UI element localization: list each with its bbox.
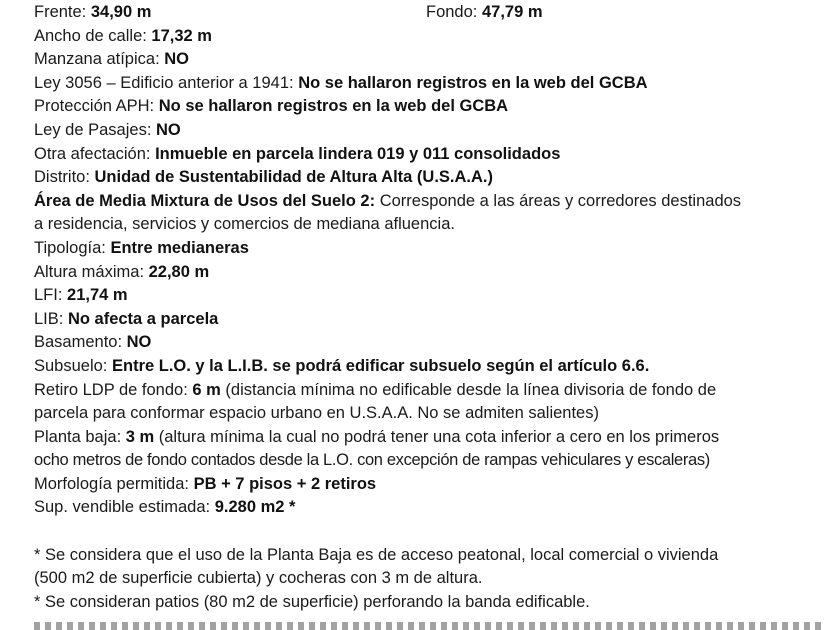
frente-label: Frente: xyxy=(34,3,91,21)
frente-fondo-row xyxy=(34,1,824,25)
note1-text-2: (500 m2 de superficie cubierta) y cocheras con 3 m de altura. xyxy=(34,569,483,588)
property-spec-sheet xyxy=(34,1,824,614)
tipologia-row xyxy=(34,237,824,261)
area-row-2 xyxy=(34,213,824,237)
manzana-value: NO xyxy=(164,50,189,69)
lfi-value: 21,74 m xyxy=(67,286,128,305)
frente-value: 34,90 m xyxy=(90,3,152,21)
lib-row xyxy=(34,308,824,332)
distrito-value: Unidad de Sustentabilidad de Altura Alta (U.S.A.A.) xyxy=(94,168,493,187)
aph-row xyxy=(34,95,824,119)
spacer xyxy=(34,520,824,544)
altura-label: Altura máxima: xyxy=(34,262,149,281)
pasajes-row xyxy=(34,119,824,143)
planta-text-2: ocho metros de fondo contados desde la L.O. con excepción de rampas vehiculares y escaleras) xyxy=(34,451,710,470)
lib-value: No afecta a parcela xyxy=(67,309,219,328)
planta-value: 3 m xyxy=(125,427,155,446)
lib-label: LIB: xyxy=(34,309,68,328)
sup-value: 9.280 m2 * xyxy=(214,498,296,517)
retiro-row-2 xyxy=(34,402,824,426)
area-text-2: a residencia, servicios y comercios de mediana afluencia. xyxy=(34,215,455,234)
basamento-value: NO xyxy=(126,333,152,352)
superficie-row xyxy=(34,496,824,520)
ancho-calle-row xyxy=(34,25,824,49)
retiro-label: Retiro LDP de fondo: xyxy=(34,380,193,399)
note2-text: * Se consideran patios (80 m2 de superficie) perforando la banda edificable. xyxy=(34,592,590,611)
sup-label: Sup. vendible estimada: xyxy=(34,498,215,517)
note1-text-1: * Se considera que el uso de la Planta Baja es de acceso peatonal, local comercial o vivienda xyxy=(34,545,719,564)
distrito-label: Distrito: xyxy=(34,168,95,187)
ley3056-label: Ley 3056 – Edificio anterior a 1941: xyxy=(34,73,299,92)
tipologia-label: Tipología: xyxy=(34,238,111,257)
fondo-label: Fondo: xyxy=(426,3,482,21)
basamento-label: Basamento: xyxy=(34,333,127,352)
morfologia-row xyxy=(34,473,824,497)
manzana-label: Manzana atípica: xyxy=(34,50,165,69)
planta-baja-row-2 xyxy=(34,449,824,473)
fondo-value: 47,79 m xyxy=(481,3,543,21)
retiro-text-2: parcela para conformar espacio urbano en U.S.A.A. No se admiten salientes) xyxy=(34,404,599,423)
lfi-label: LFI: xyxy=(34,286,68,305)
aph-label: Protección APH: xyxy=(34,97,159,116)
area-title: Área de Media Mixtura de Usos del Suelo 2: xyxy=(34,191,376,210)
afectacion-value: Inmueble en parcela lindera 019 y 011 consolidados xyxy=(155,144,561,163)
planta-baja-row-1 xyxy=(34,426,824,450)
planta-label: Planta baja: xyxy=(34,427,126,446)
planta-text-1: (altura mínima la cual no podrá tener una cota inferior a cero en los primeros xyxy=(154,427,720,446)
note1-row-2 xyxy=(34,567,824,591)
retiro-value: 6 m xyxy=(192,380,221,399)
afectacion-row xyxy=(34,143,824,167)
ancho-value: 17,32 m xyxy=(151,26,212,45)
altura-value: 22,80 m xyxy=(148,262,210,281)
area-row-1 xyxy=(34,190,824,214)
morfologia-label: Morfología permitida: xyxy=(34,474,194,493)
frente-item xyxy=(34,3,151,21)
area-text-1: Corresponde a las áreas y corredores destinados xyxy=(375,191,742,210)
subsuelo-value: Entre L.O. y la L.I.B. se podrá edificar subsuelo según el artículo 6.6. xyxy=(111,356,650,375)
pasajes-label: Ley de Pasajes: xyxy=(34,120,156,139)
ley3056-row xyxy=(34,72,824,96)
ancho-label: Ancho de calle: xyxy=(34,26,152,45)
distrito-row xyxy=(34,166,824,190)
basamento-row xyxy=(34,331,824,355)
cut-off-text-line xyxy=(0,622,840,630)
altura-row xyxy=(34,261,824,285)
tipologia-value: Entre medianeras xyxy=(110,238,249,257)
ley3056-value: No se hallaron registros en la web del GCBA xyxy=(298,73,648,92)
morfologia-value: PB + 7 pisos + 2 retiros xyxy=(193,474,377,493)
note2-row xyxy=(34,591,824,615)
subsuelo-label: Subsuelo: xyxy=(34,356,112,375)
afectacion-label: Otra afectación: xyxy=(34,144,156,163)
note1-row-1 xyxy=(34,544,824,568)
truncated-text-fragment xyxy=(34,622,824,630)
lfi-row xyxy=(34,284,824,308)
aph-value: No se hallaron registros en la web del GCBA xyxy=(158,97,509,116)
retiro-text-1: (distancia mínima no edificable desde la línea divisoria de fondo de xyxy=(220,380,717,399)
manzana-row xyxy=(34,48,824,72)
pasajes-value: NO xyxy=(156,120,181,139)
fondo-item xyxy=(426,1,543,25)
subsuelo-row xyxy=(34,355,824,379)
retiro-row-1 xyxy=(34,379,824,403)
